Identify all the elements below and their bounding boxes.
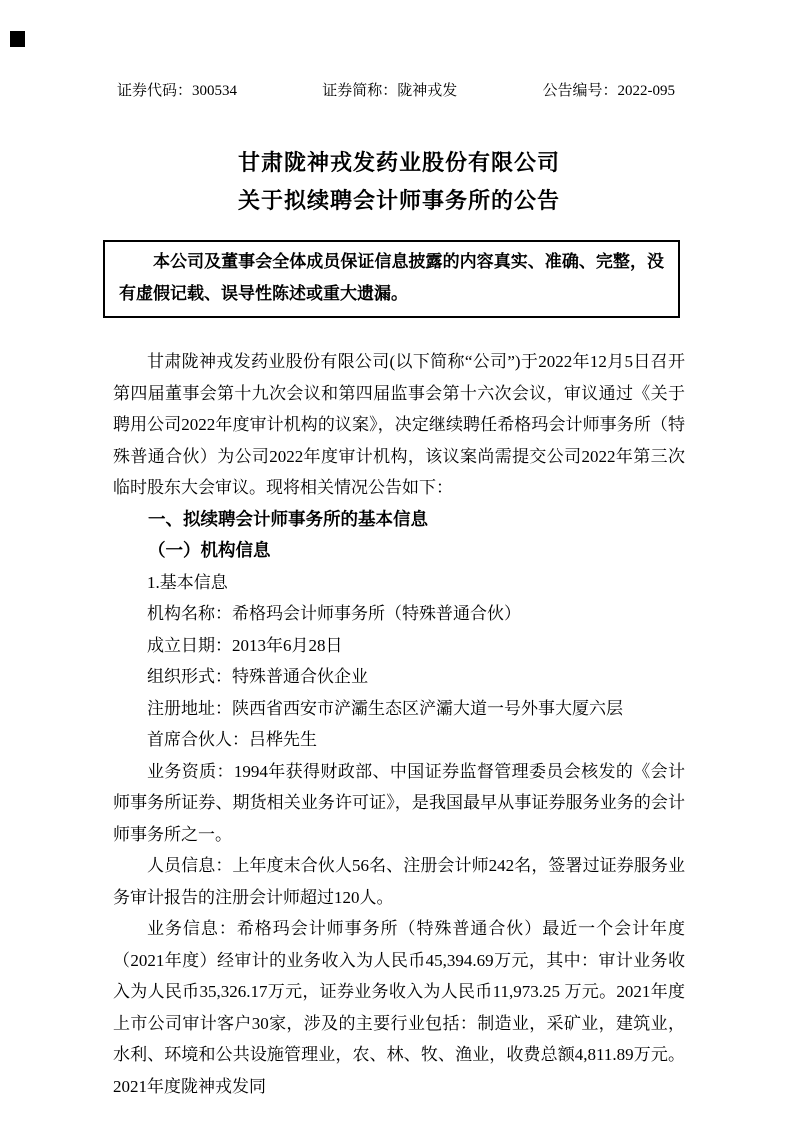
announcement-number — [542, 80, 675, 102]
disclosure-notice-text: 本公司及董事会全体成员保证信息披露的内容真实、准确、完整，没有虚假记载、误导性陈述或重大遗漏。 — [119, 252, 664, 303]
document-title-line-1: 甘肃陇神戎发药业股份有限公司 — [237, 150, 560, 175]
stock-name-value: 陇神戎发 — [397, 83, 458, 99]
info-line-chief-partner: 首席合伙人：吕桦先生 — [147, 730, 317, 749]
stock-code-value: 300534 — [192, 83, 238, 99]
stock-code-label: 证券代码： — [117, 83, 193, 99]
document-title — [113, 144, 685, 220]
scan-artifact-mark — [10, 31, 25, 47]
stock-name — [322, 80, 457, 102]
personnel-paragraph: 人员信息：上年度末合伙人56名、注册会计师242名，签署过证券服务业务审计报告的注册会计师超过120人。 — [113, 856, 685, 907]
document-content — [0, 80, 793, 1102]
announcement-number-label: 公告编号： — [542, 83, 618, 99]
disclosure-notice-box — [103, 240, 680, 318]
stock-code — [117, 80, 237, 102]
document-title-line-2: 关于拟续聘会计师事务所的公告 — [237, 188, 560, 213]
qualification-paragraph: 业务资质：1994年获得财政部、中国证券监督管理委员会核发的《会计师事务所证券、期货相关业务许可证》，是我国最早从事证券服务业务的会计师事务所之一。 — [113, 761, 685, 844]
section-heading-1: 一、拟续聘会计师事务所的基本信息 — [148, 508, 428, 529]
basic-info-label: 1.基本信息 — [147, 572, 228, 592]
stock-name-label: 证券简称： — [322, 83, 398, 99]
info-line-founding-date: 成立日期：2013年6月28日 — [147, 635, 343, 655]
info-line-org-name: 机构名称：希格玛会计师事务所（特殊普通合伙） — [147, 604, 521, 623]
info-line-org-form: 组织形式：特殊普通合伙企业 — [147, 667, 368, 686]
document-header — [113, 80, 685, 102]
announcement-number-value: 2022-095 — [617, 83, 675, 99]
business-paragraph: 业务信息：希格玛会计师事务所（特殊普通合伙）最近一个会计年度（2021年度）经审计的业务收入为人民币45,394.69万元，其中：审计业务收入为人民币35,326.17万元，证券业务收入为人民币11,973.25 万元。2021年度上市公司审计客户30家，涉及的主要行业包括：制造业，采矿业，建筑业，水利、环境和公共设施管理业，农、林、牧、渔业，收费总额4,811.89万元。2021年度陇神戎发同 — [113, 919, 685, 1096]
intro-paragraph: 甘肃陇神戎发药业股份有限公司(以下简称“公司”)于2022年12月5日召开第四届董事会第十九次会议和第四届监事会第十六次会议，审议通过《关于聘用公司2022年度审计机构的议案》，决定继续聘任希格玛会计师事务所（特殊普通合伙）为公司2022年度审计机构，该议案尚需提交公司2022年第三次临时股东大会审议。现将相关情况公告如下： — [113, 352, 685, 497]
info-line-registered-address: 注册地址：陕西省西安市浐灞生态区浐灞大道一号外事大厦六层 — [147, 698, 623, 718]
subsection-heading-1-1: （一）机构信息 — [148, 540, 271, 560]
document-body — [113, 346, 685, 1102]
